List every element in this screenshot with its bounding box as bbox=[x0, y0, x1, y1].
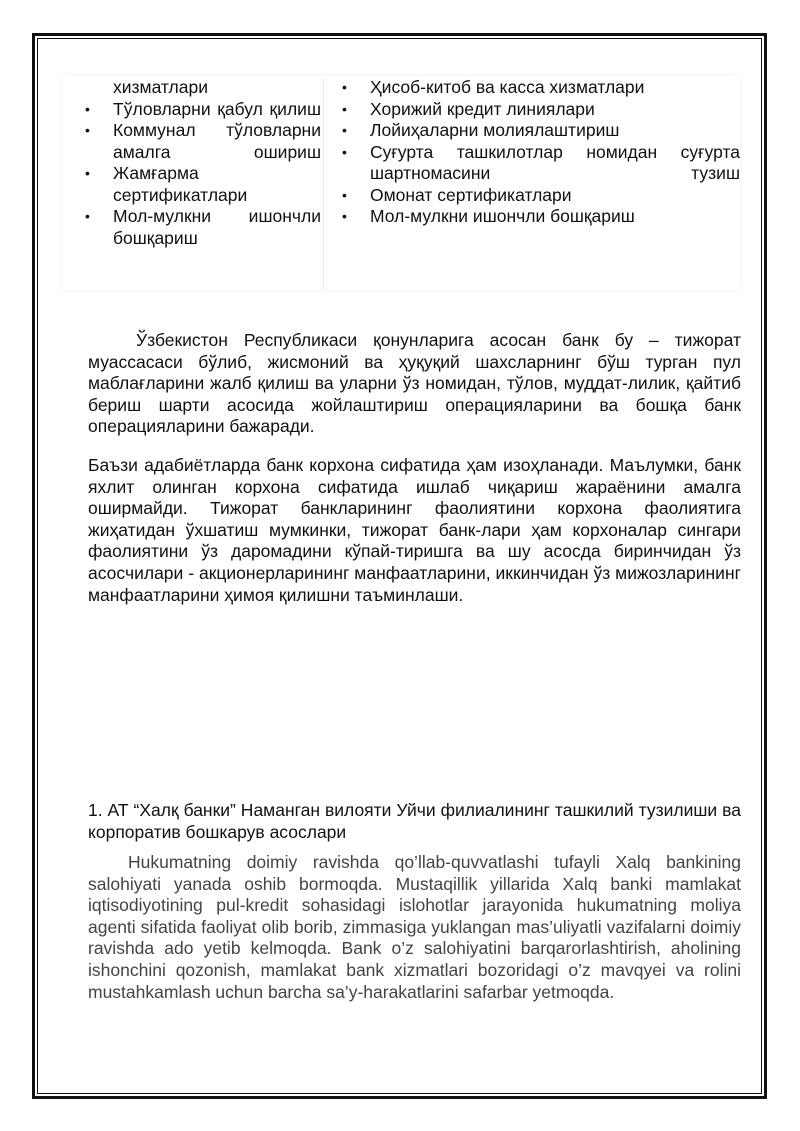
list-item: • Хорижий кредит линиялари bbox=[342, 99, 740, 121]
table-left-column bbox=[85, 77, 321, 249]
table-column-divider bbox=[323, 78, 324, 290]
list-item: • Лойиҳаларни молиялаштириш bbox=[342, 120, 740, 142]
left-services-list bbox=[85, 77, 321, 249]
table-right-column bbox=[342, 77, 740, 228]
list-item: • Жамғарма сертификатлари bbox=[85, 163, 321, 206]
list-item: • Тўловларни қабул қилиш bbox=[85, 99, 321, 121]
paragraph-xalq-bank: Hukumatning doimiy ravishda qo’llab-quvvatlashi tufayli Xalq bankining salohiyati yanada oshib bormoqda. Mustaqillik yillarida Xalq banki mamlakat iqtisodiyotining pul-kredit sohasidagi islohotlar jarayonida hukumatning moliya agenti sifatida faoliyat olib borib, zimmasiga yuklangan mas’uliyatli vazifalarni doimiy ravishda ado yetib kelmoqda. Bank o’z salohiyatini barqarorlashtirish, aholining ishonchini qozonish, mamlakat bank xizmatlari bozoridagi o’z mavqyei va rolini mustahkamlash uchun barcha sa’y-harakatlarini safarbar yetmoqda. bbox=[88, 852, 741, 1002]
list-item: • Ҳисоб-китоб ва касса хизматлари bbox=[342, 77, 740, 99]
list-item: • Мол-мулкни ишончли бошқариш bbox=[85, 206, 321, 249]
paragraph-bank-definition: Ўзбекистон Республикаси қонунларига асосан банк бу – тижорат муассасаси бўлиб, жисмоний ва ҳуқуқий шахсларнинг бўш турган пул маблағларини жалб қилиш ва уларни ўз номидан, тўлов, муддат-лилик, қайтиб бериш шарти асосида жойлаштириш операцияларини ва бошқа банк операцияларини бажаради. bbox=[88, 330, 741, 437]
list-item: • Омонат сертификатлари bbox=[342, 185, 740, 207]
list-item: • Суғурта ташкилотлар номидан суғурта шартномасини тузиш bbox=[342, 142, 740, 185]
paragraph-bank-as-enterprise: Баъзи адабиётларда банк корхона сифатида ҳам изоҳланади. Маълумки, банк яхлит олинган корхона сифатида ишлаб чиқариш жараёнини амалга оширмайди. Тижорат банкларининг фаолиятини корхона фаолиятига жиҳатидан ўхшатиш мумкинки, тижорат банк-лари ҳам корхоналар сингари фаолиятини ўз даромадини кўпай-тиришга ва шу асосда биринчидан ўз асосчилари - акционерларининг манфаатларини, иккинчидан ўз мижозларининг манфаатларини ҳимоя қилишни таъминлаши. bbox=[88, 455, 741, 605]
list-item: • Коммунал тўловларни амалга ошириш bbox=[85, 120, 321, 163]
list-item: хизматлари bbox=[113, 77, 209, 97]
list-item: • Мол-мулкни ишончли бошқариш bbox=[342, 206, 740, 228]
section-heading: 1. АТ “Халқ банки” Наманган вилояти Уйчи филиалининг ташкилий тузилиши ва корпоратив бошкарув асослари bbox=[88, 800, 741, 842]
right-services-list bbox=[342, 77, 740, 228]
